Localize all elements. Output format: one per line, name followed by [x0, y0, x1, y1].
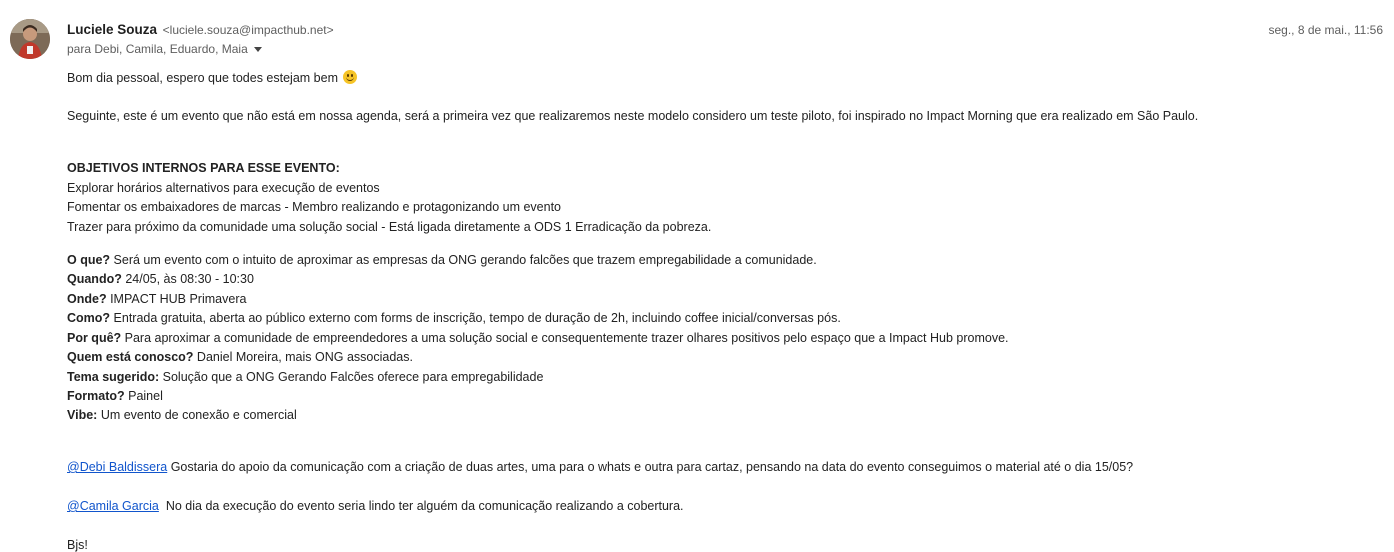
detail-text: Painel: [124, 389, 163, 403]
sender-email: <luciele.souza@impacthub.net>: [162, 23, 334, 37]
detail-row: [67, 389, 163, 403]
objective-item: Trazer para próximo da comunidade uma solução social - Está ligada diretamente a ODS 1 Erradicação da pobreza.: [67, 220, 712, 234]
detail-label: Tema sugerido:: [67, 370, 160, 384]
detail-text: Será um evento com o intuito de aproximar as empresas da ONG gerando falcões que trazem empregabilidade a comunidade.: [110, 253, 817, 267]
mention-paragraph: [67, 460, 1133, 474]
objective-item: Fomentar os embaixadores de marcas - Membro realizando e protagonizando um evento: [67, 200, 562, 214]
detail-row: [67, 272, 254, 286]
detail-label: Quando?: [67, 272, 122, 286]
mention-paragraph: [67, 499, 684, 513]
closing-text: Bjs!: [67, 538, 88, 552]
recipients: [67, 42, 262, 56]
message-date[interactable]: seg., 8 de mai., 11:56: [1268, 23, 1383, 37]
intro-text: Seguinte, este é um evento que não está em nossa agenda, será a primeira vez que realizaremos neste modelo considero um teste piloto, foi inspirado no Impact Morning que era realizado em São Paulo.: [67, 109, 1199, 123]
detail-row: [67, 408, 297, 422]
detail-label: Vibe:: [67, 408, 98, 422]
avatar[interactable]: [10, 19, 50, 59]
detail-row: [67, 331, 1009, 345]
mention-link-camila[interactable]: @Camila Garcia: [67, 499, 159, 513]
detail-label: Onde?: [67, 292, 107, 306]
detail-text: 24/05, às 08:30 - 10:30: [121, 272, 254, 286]
recipients-text: para Debi, Camila, Eduardo, Maia: [67, 42, 248, 56]
detail-label: O que?: [67, 253, 111, 267]
detail-text: Para aproximar a comunidade de empreendedores a uma solução social e consequentemente trazer olhares positivos pelo espaço que a Impact Hub promove.: [121, 331, 1009, 345]
detail-text: Daniel Moreira, mais ONG associadas.: [193, 350, 413, 364]
detail-text: Solução que a ONG Gerando Falcões oferece para empregabilidade: [159, 370, 544, 384]
sender-line: [67, 22, 334, 37]
detail-label: Formato?: [67, 389, 125, 403]
mention-text: No dia da execução do evento seria lindo ter alguém da comunicação realizando a cobertura.: [158, 499, 684, 513]
detail-row: [67, 292, 246, 306]
objectives-title: OBJETIVOS INTERNOS PARA ESSE EVENTO:: [67, 161, 340, 175]
chevron-down-icon[interactable]: [254, 47, 262, 52]
detail-label: Como?: [67, 311, 111, 325]
sender-name[interactable]: Luciele Souza: [67, 22, 158, 37]
greeting-line: [67, 70, 357, 85]
detail-label: Por quê?: [67, 331, 122, 345]
mention-link-debi[interactable]: @Debi Baldissera: [67, 460, 168, 474]
detail-row: [67, 370, 543, 384]
detail-row: [67, 311, 841, 325]
detail-label: Quem está conosco?: [67, 350, 194, 364]
objective-item: Explorar horários alternativos para execução de eventos: [67, 181, 380, 195]
greeting-text: Bom dia pessoal, espero que todes estejam bem: [67, 71, 338, 85]
detail-text: IMPACT HUB Primavera: [106, 292, 247, 306]
detail-row: [67, 350, 413, 364]
detail-text: Entrada gratuita, aberta ao público externo com forms de inscrição, tempo de duração de 2h, incluindo coffee inicial/conversas pós.: [110, 311, 841, 325]
smiley-emoji-icon: [343, 70, 357, 84]
avatar-photo: [10, 19, 50, 59]
detail-row: [67, 253, 817, 267]
mention-text: Gostaria do apoio da comunicação com a criação de duas artes, uma para o whats e outra para cartaz, pensando na data do evento conseguimos o material até o dia 15/05?: [167, 460, 1134, 474]
detail-text: Um evento de conexão e comercial: [97, 408, 297, 422]
